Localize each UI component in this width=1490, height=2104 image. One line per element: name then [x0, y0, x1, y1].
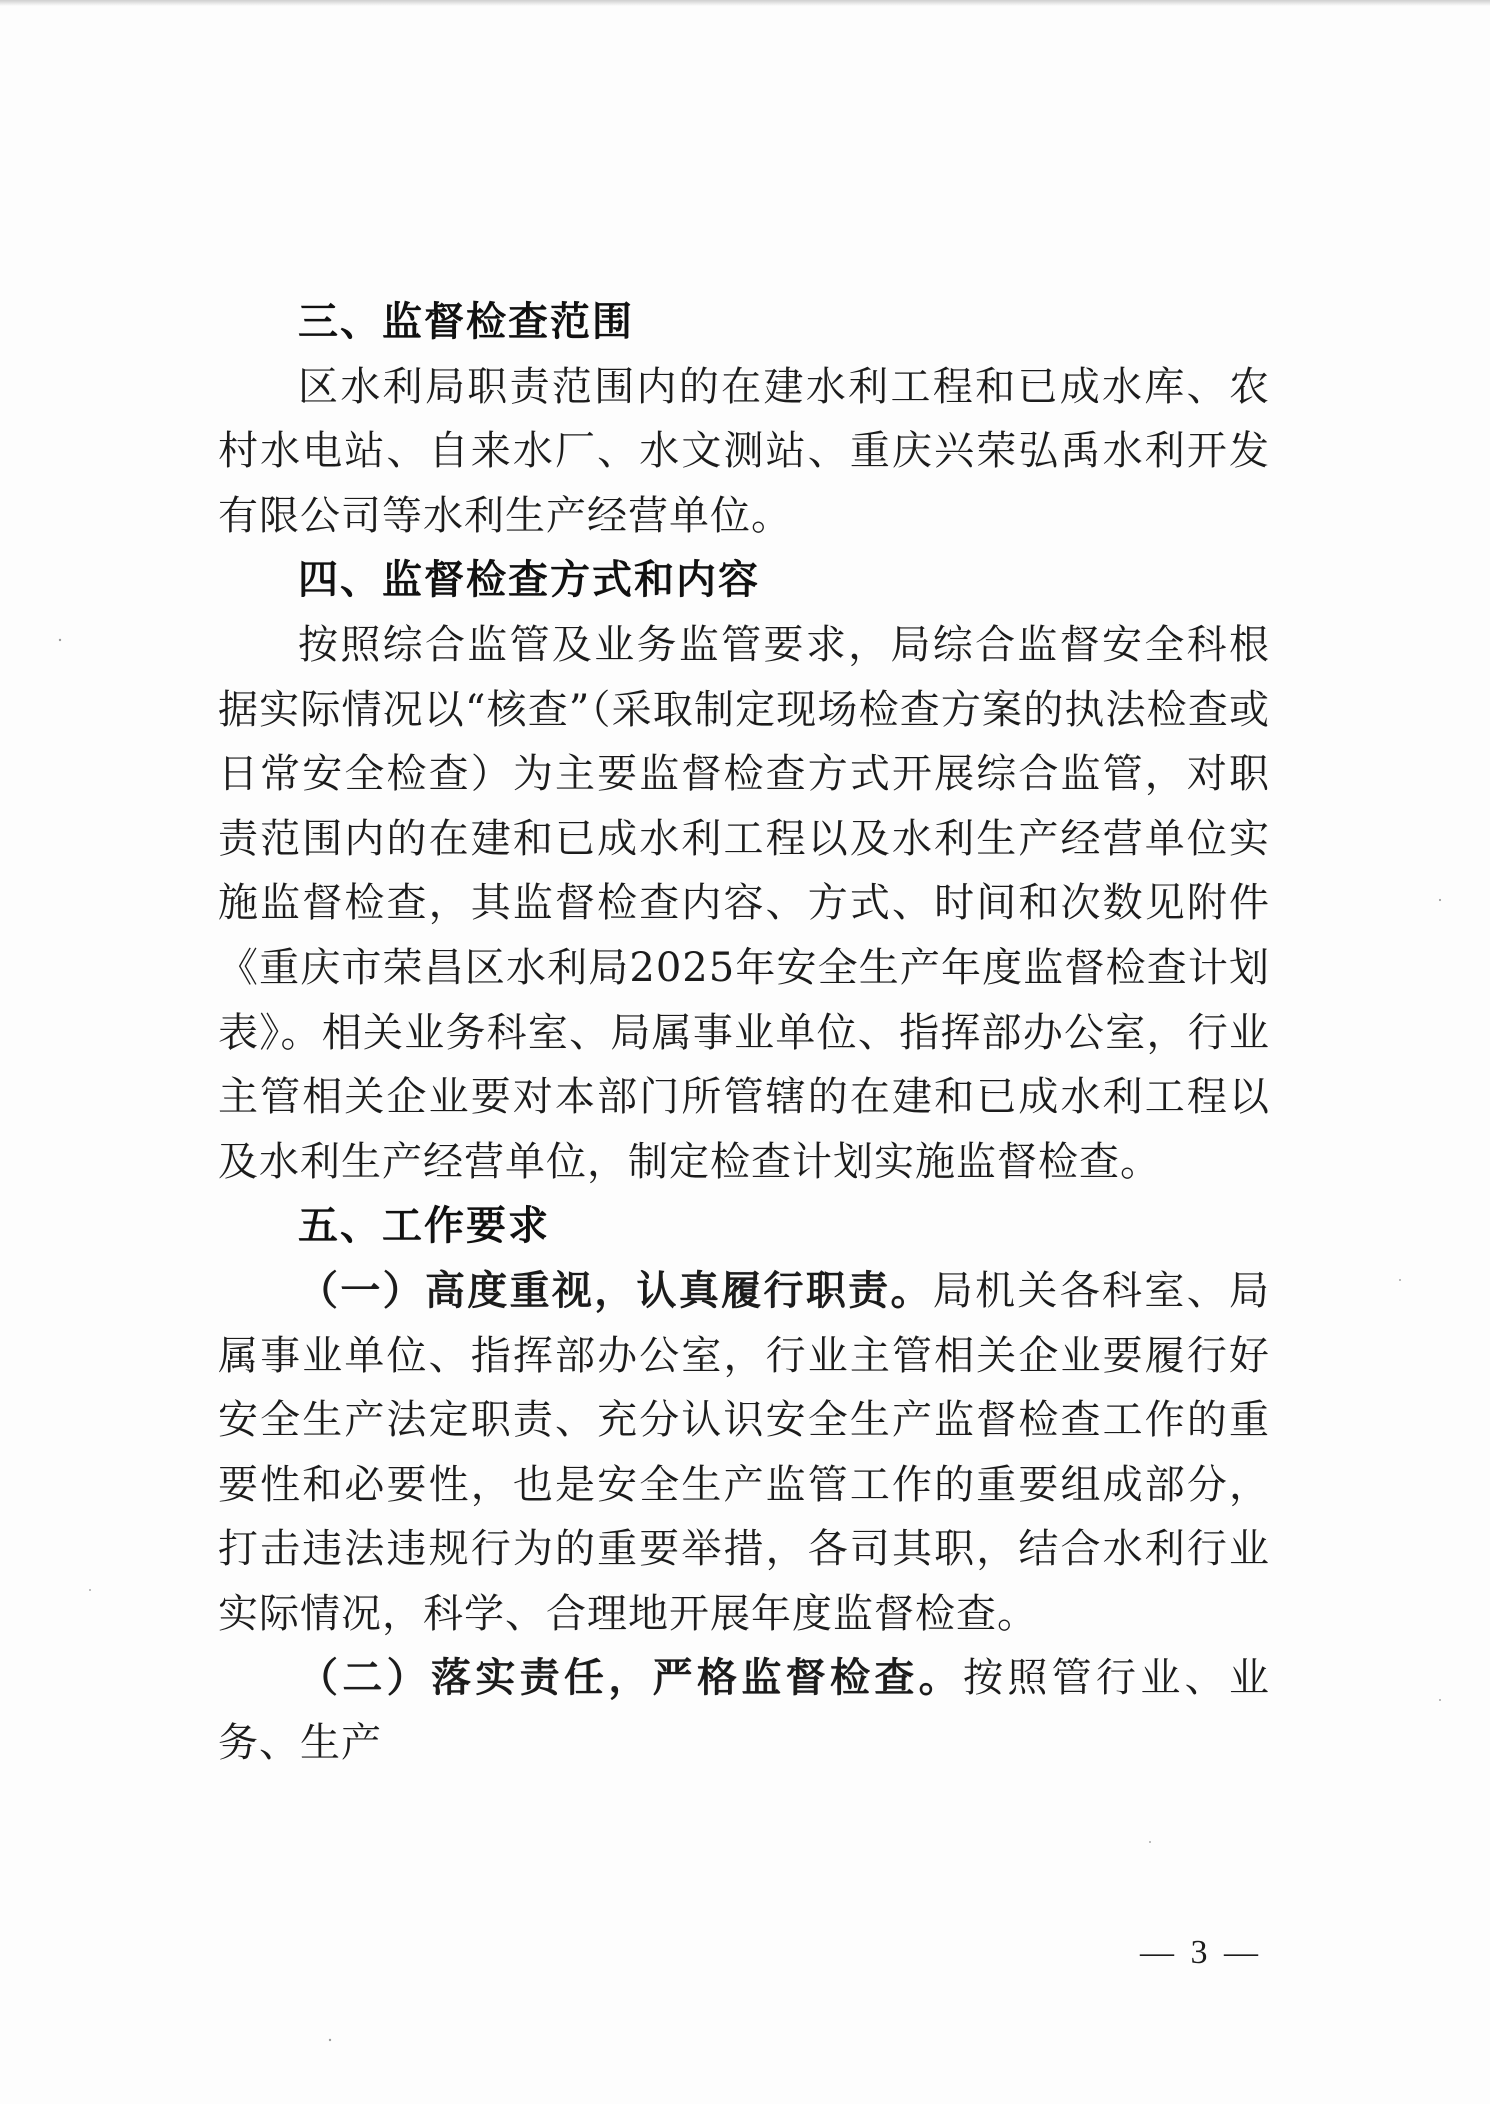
- document-body: [218, 290, 1270, 1776]
- requirement-2-lead: （二）落实责任，严格监督检查。: [298, 1655, 963, 1702]
- paragraph-requirement-1: [218, 1259, 1270, 1647]
- section-heading-scope: 三、监督检查范围: [298, 299, 634, 345]
- scan-top-edge: [0, 0, 1490, 6]
- page-number: — 3 —: [1140, 1934, 1262, 1971]
- requirement-1-lead: （一）高度重视，认真履行职责。: [298, 1267, 933, 1314]
- requirement-1-text: 局机关各科室、局属事业单位、指挥部办公室，行业主管相关企业要履行好安全生产法定职责、充分认识安全生产监督检查工作的重要性和必要性，也是安全生产监管工作的重要组成部分，打击违法违规行为的重要举措，各司其职，结合水利行业实际情况，科学、合理地开展年度监督检查。: [218, 1267, 1271, 1637]
- paragraph-requirement-2: [218, 1646, 1270, 1775]
- requirement-2-text: 按照管行业、业务、生产: [218, 1655, 1270, 1767]
- paragraph-scope: 区水利局职责范围内的在建水利工程和已成水库、农村水电站、自来水厂、水文测站、重庆兴荣弘禹水利开发有限公司等水利生产经营单位。: [218, 363, 1270, 539]
- paragraph-method: 按照综合监管及业务监管要求，局综合监督安全科根据实际情况以“核查”（采取制定现场检查方案的执法检查或日常安全检查）为主要监督检查方式开展综合监管，对职责范围内的在建和已成水利工程以及水利生产经营单位实施监督检查，其监督检查内容、方式、时间和次数见附件《重庆市荣昌区水利局2025年安全生产年度监督检查计划表》。相关业务科室、局属事业单位、指挥部办公室，行业主管相关企业要对本部门所管辖的在建和已成水利工程以及水利生产经营单位，制定检查计划实施监督检查。: [218, 621, 1270, 1185]
- section-heading-method: 四、监督检查方式和内容: [298, 557, 760, 604]
- section-heading-requirements: 五、工作要求: [298, 1203, 550, 1250]
